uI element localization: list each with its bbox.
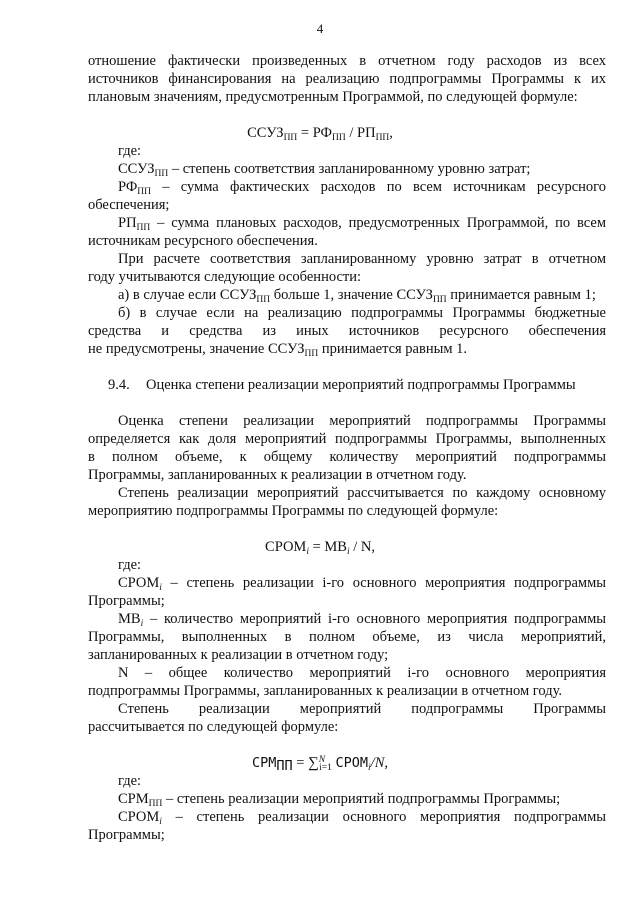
para-calc-line-1: Степень реализации мероприятий рассчитывается по каждому основному [118, 485, 606, 501]
para-srm-line-1: Степень реализации мероприятий подпрограммы Программы [118, 701, 606, 717]
formula-ssuz: $ССУЗ_{ПП} = РФ_{ПП} / РП_{ПП}$, [247, 125, 393, 143]
def-srom-line-1: $СРОМ_i$ – степень реализации i-го основного мероприятия подпрограммы [118, 575, 606, 593]
def-mv-line-3: запланированных к реализации в отчетном году; [88, 647, 389, 663]
para-assess-line-2: определяется как доля мероприятий подпрограммы Программы, выполненных [88, 431, 606, 447]
para-assess-line-3: в полном объеме, к общему количеству мероприятий подпрограммы [88, 449, 606, 465]
para-calc-line-2: мероприятию подпрограммы Программы по следующей формуле: [88, 503, 499, 519]
def-mv-line-2: Программы, выполненных в полном объеме, из числа мероприятий, [88, 629, 606, 645]
def-rf-line-1: $РФ_{ПП}$ – сумма фактических расходов по всем источникам ресурсного [118, 179, 606, 197]
def-rp-line-2: источникам ресурсного обеспечения. [88, 233, 318, 249]
para-features-line-2: году учитываются следующие особенности: [88, 269, 362, 285]
def-rp-line-1: $РП_{ПП}$ – сумма плановых расходов, предусмотренных Программой, по всем [118, 215, 606, 233]
where-label-3: где: [118, 773, 142, 789]
case-b-line-3: не предусмотрены, значение $ССУЗ_{ПП}$ принимается равным 1. [88, 341, 468, 359]
intro-line-3: плановым значениям, предусмотренным Программой, по следующей формуле: [88, 89, 578, 105]
def-n-line-1: N – общее количество мероприятий i-го основного мероприятия [118, 665, 606, 681]
section-heading [108, 376, 608, 394]
def-ssuz: $ССУЗ_{ПП}$ – степень соответствия запланированному уровню затрат; [118, 161, 531, 179]
where-label: где: [118, 143, 142, 159]
def-srom-line-2: Программы; [88, 593, 165, 609]
intro-line-1: отношение фактически произведенных в отчетном году расходов из всех [88, 53, 606, 69]
para-features-line-1: При расчете соответствия запланированному уровню затрат в отчетном [118, 251, 606, 267]
def-mv-line-1: $МВ_i$ – количество мероприятий i-го основного мероприятия подпрограммы [118, 611, 606, 629]
where-label-2: где: [118, 557, 142, 573]
para-assess-line-1: Оценка степени реализации мероприятий подпрограммы Программы [118, 413, 606, 429]
para-srm-line-2: рассчитывается по следующей формуле: [88, 719, 339, 735]
case-b-line-1: б) в случае если на реализацию подпрограммы Программы бюджетные [118, 305, 606, 321]
case-b-line-2: средства и средства из иных источников ресурсного обеспечения [88, 323, 606, 339]
intro-line-2: источников финансирования на реализацию подпрограммы Программы к их [88, 71, 606, 87]
formula-srom: $СРОМ_i = МВ_i / N$, [265, 539, 375, 557]
section-number: 9.4. [108, 377, 130, 393]
case-a: а) в случае если $ССУЗ_{ПП}$ больше 1, значение $ССУЗ_{ПП}$ принимается равным 1; [118, 287, 596, 305]
formula-srm: $СРМ_{ПП} = \sum^N_{i=1}$ $СРОМ_i/N$, [252, 755, 388, 774]
def-srm: $СРМ_{ПП}$ – степень реализации мероприятий подпрограммы Программы; [118, 791, 561, 809]
def-srom2-line-2: Программы; [88, 827, 165, 843]
para-assess-line-4: Программы, запланированных к реализации в отчетном году. [88, 467, 467, 483]
def-rf-line-2: обеспечения; [88, 197, 170, 213]
def-srom2-line-1: $СРОМ_i$ – степень реализации основного мероприятия подпрограммы [118, 809, 606, 827]
def-n-line-2: подпрограммы Программы, запланированных к реализации в отчетном году. [88, 683, 563, 699]
page-number: 4 [316, 21, 324, 36]
section-title: Оценка степени реализации мероприятий подпрограммы Программы [146, 377, 576, 393]
